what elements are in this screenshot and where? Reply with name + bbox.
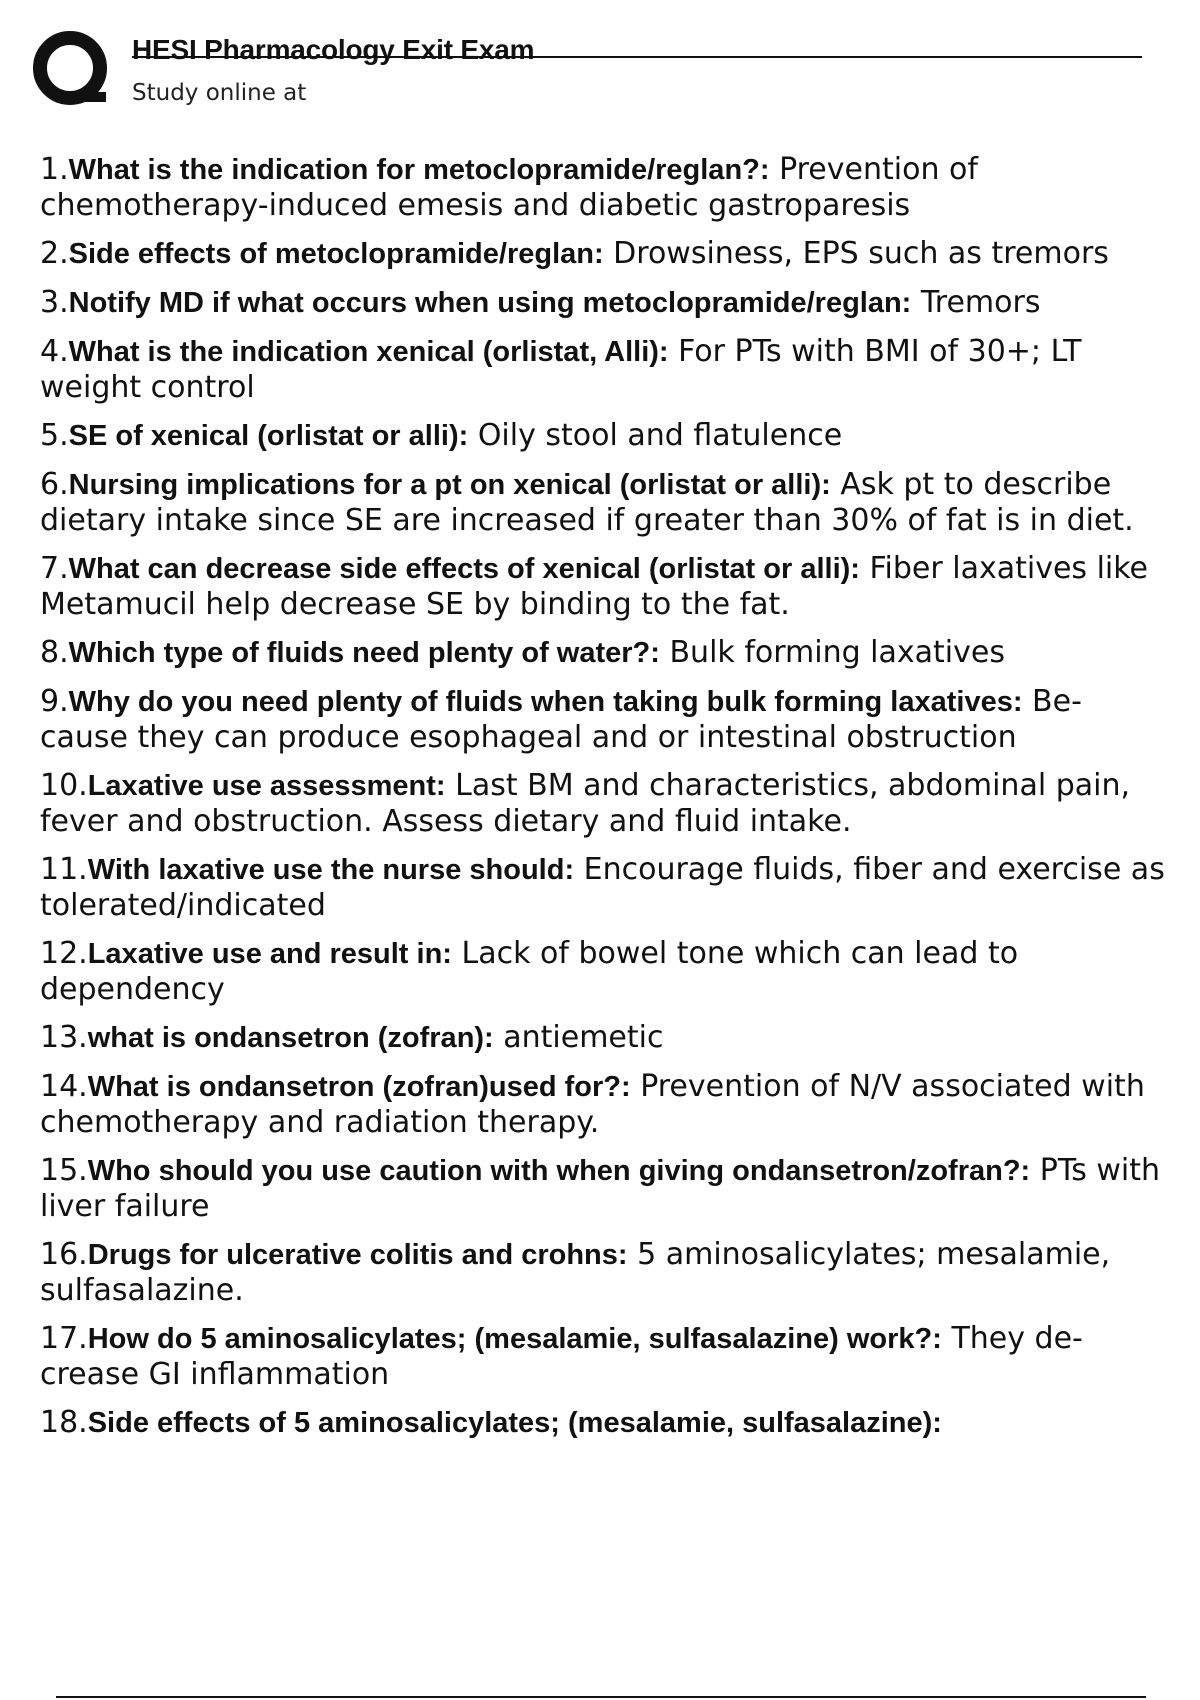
item-number: 11. <box>40 852 88 887</box>
list-item <box>40 285 1175 321</box>
item-number: 17. <box>40 1321 88 1356</box>
item-number: 5. <box>40 418 69 453</box>
item-number: 4. <box>40 334 69 369</box>
page-subtitle: Study online at <box>132 80 307 106</box>
item-number: 12. <box>40 936 88 971</box>
item-answer: Last BM and characteristics, abdominal pain, fever and obstruction. Assess dietary and fluid intake. <box>40 768 1131 839</box>
item-answer: They de- crease GI inflammation <box>40 1321 1083 1392</box>
list-item <box>40 334 1175 405</box>
page-title: HESI Pharmacology Exit Exam <box>132 34 535 65</box>
item-answer: Bulk forming laxatives <box>659 635 1005 670</box>
item-question: what is ondansetron (zofran): <box>87 1022 494 1054</box>
item-question: Side effects of metoclopramide/reglan: <box>68 238 604 270</box>
item-question: What is the indication for metoclopramide/reglan?: <box>68 154 770 186</box>
item-question: What is ondansetron (zofran)used for?: <box>87 1071 631 1103</box>
item-answer: Oily stool and flatulence <box>468 418 843 453</box>
list-item <box>40 467 1175 538</box>
item-question: With laxative use the nurse should: <box>87 854 575 886</box>
item-answer: Drowsiness, EPS such as tremors <box>603 236 1109 271</box>
item-answer: Prevention of chemotherapy-induced emesis and diabetic gastroparesis <box>40 152 978 223</box>
item-number: 13. <box>40 1020 88 1055</box>
list-item <box>40 1405 1175 1441</box>
item-number: 16. <box>40 1237 88 1272</box>
item-number: 3. <box>40 285 69 320</box>
item-answer: PTs with liver failure <box>40 1153 1161 1224</box>
list-item <box>40 1153 1175 1224</box>
list-item <box>40 635 1175 671</box>
item-number: 9. <box>40 684 69 719</box>
list-item <box>40 551 1175 622</box>
footer-divider <box>56 1696 1146 1698</box>
qa-list <box>40 152 1175 1454</box>
item-number: 8. <box>40 635 69 670</box>
list-item <box>40 684 1175 755</box>
item-number: 15. <box>40 1153 88 1188</box>
item-answer: Fiber laxatives like Metamucil help decrease SE by binding to the fat. <box>40 551 1149 622</box>
list-item <box>40 1321 1175 1392</box>
list-item <box>40 936 1175 1007</box>
q-logo-icon <box>32 30 112 110</box>
page-header <box>0 0 1200 120</box>
item-answer: Be- cause they can produce esophageal and or intestinal obstruction <box>40 684 1082 755</box>
item-answer: 5 aminosalicylates; mesalamie, sulfasalazine. <box>40 1237 1111 1308</box>
item-question: Drugs for ulcerative colitis and crohns: <box>87 1239 628 1271</box>
item-question: Laxative use and result in: <box>87 938 452 970</box>
item-number: 1. <box>40 152 69 187</box>
list-item <box>40 1020 1175 1056</box>
item-answer: antiemetic <box>493 1020 664 1055</box>
item-number: 6. <box>40 467 69 502</box>
item-answer: Encourage fluids, fiber and exercise as tolerated/indicated <box>40 852 1165 923</box>
item-question: What can decrease side effects of xenical (orlistat or alli): <box>68 553 860 585</box>
item-answer: For PTs with BMI of 30+; LT weight control <box>40 334 1082 405</box>
item-number: 7. <box>40 551 69 586</box>
list-item <box>40 852 1175 923</box>
item-number: 2. <box>40 236 69 271</box>
item-answer: Ask pt to describe dietary intake since SE are increased if greater than 30% of fat is in diet. <box>40 467 1134 538</box>
item-question: SE of xenical (orlistat or alli): <box>68 420 469 452</box>
item-question: Side effects of 5 aminosalicylates; (mesalamie, sulfasalazine): <box>87 1407 942 1439</box>
item-question: What is the indication xenical (orlistat, Alli): <box>68 336 669 368</box>
list-item <box>40 768 1175 839</box>
item-question: Laxative use assessment: <box>87 770 446 802</box>
item-answer: Tremors <box>911 285 1041 320</box>
item-question: Notify MD if what occurs when using metoclopramide/reglan: <box>68 287 912 319</box>
item-answer: Lack of bowel tone which can lead to dependency <box>40 936 1019 1007</box>
title-divider <box>132 56 1142 58</box>
item-question: Who should you use caution with when giving ondansetron/zofran?: <box>87 1155 1031 1187</box>
item-question: How do 5 aminosalicylates; (mesalamie, sulfasalazine) work?: <box>87 1323 942 1355</box>
item-number: 10. <box>40 768 88 803</box>
list-item <box>40 236 1175 272</box>
item-answer: Prevention of N/V associated with chemotherapy and radiation therapy. <box>40 1069 1145 1140</box>
item-question: Which type of fluids need plenty of water?: <box>68 637 660 669</box>
list-item <box>40 1237 1175 1308</box>
list-item <box>40 418 1175 454</box>
item-question: Nursing implications for a pt on xenical (orlistat or alli): <box>68 469 831 501</box>
list-item <box>40 152 1175 223</box>
item-number: 18. <box>40 1405 88 1440</box>
item-number: 14. <box>40 1069 88 1104</box>
list-item <box>40 1069 1175 1140</box>
item-question: Why do you need plenty of fluids when taking bulk forming laxatives: <box>68 686 1023 718</box>
